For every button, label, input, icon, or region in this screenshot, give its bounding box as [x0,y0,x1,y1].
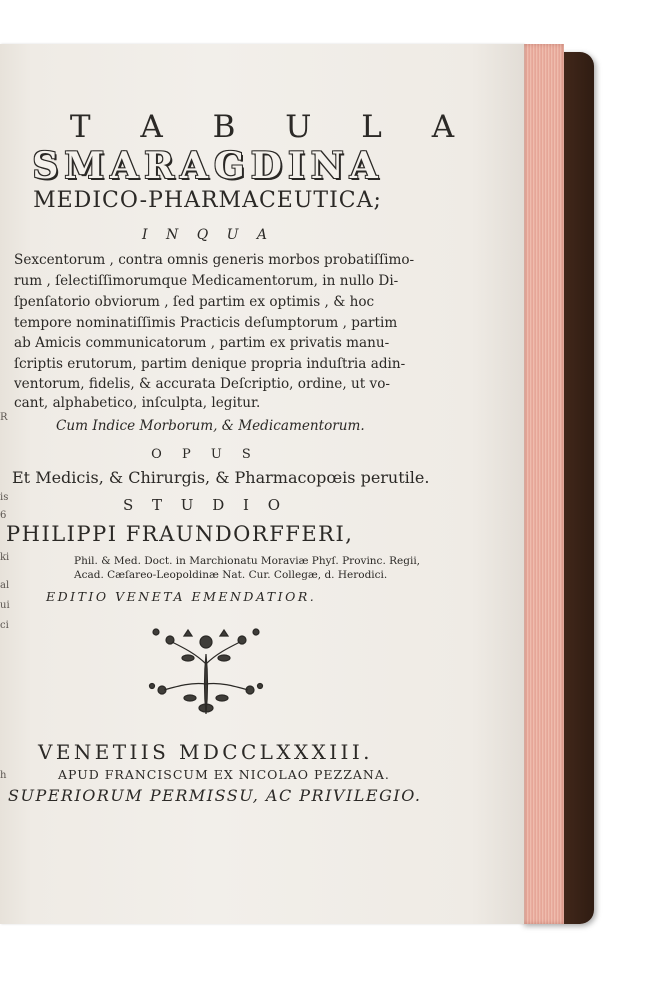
title-line-3: MEDICO-PHARMACEUTICA; [33,188,382,213]
fragment: ki [0,552,10,563]
fragment: ci [0,620,9,631]
description-line: ventorum, fidelis, & accurata Deſcriptio, ordine, ut vo- [14,376,390,392]
author-name: PHILIPPI FRAUNDORFFERI, [6,522,354,546]
fragment: is [0,492,9,503]
fragment: 6 [0,510,7,521]
in-qua-line: I N Q U A [142,227,274,243]
description-line: ſpenſatorio obviorum , ſed partim ex optimis , & hoc [14,294,375,310]
facing-page-fragments [0,180,14,800]
description-line: rum , ſelectiſſimorumque Medicamentorum, in nullo Di- [14,273,399,289]
description-line: ſcriptis erutorum, partim denique propria induſtria adin- [14,356,406,372]
description-line: cant, alphabetico, inſculpta, legitur. [14,395,261,411]
imprint-place-date: VENETIIS MDCCLXXXIII. [38,740,373,764]
author-credentials-line: Acad. Cæſareo-Leopoldinæ Nat. Cur. Collegæ, d. Herodici. [74,569,388,581]
description-line: Sexcentorum , contra omnis generis morbos probatiſſimo- [14,252,415,268]
red-page-edges [518,44,564,924]
description-line: tempore nominatiſſimis Practicis deſumptorum , partim [14,315,398,331]
edition-line: EDITIO VENETA EMENDATIOR. [46,589,317,604]
fragment: al [0,580,10,591]
audience-line: Et Medicis, & Chirurgis, & Pharmacopœis perutile. [12,468,430,487]
fragment: h [0,770,7,781]
imprint-printer: APUD FRANCISCUM EX NICOLAO PEZZANA. [58,767,390,782]
floral-ornament-icon [144,624,268,716]
title-line-2: SMARAGDINA [32,145,384,187]
opus-line: O P U S [151,447,259,462]
studio-line: S T U D I O [122,496,287,514]
author-credentials-line: Phil. & Med. Doct. in Marchionatu Moraviæ Phyſ. Provinc. Regii, [74,555,421,567]
title-line-1: T A B U L A [69,109,475,145]
fragment: ui [0,600,10,611]
imprint-privilege: SUPERIORUM PERMISSU, AC PRIVILEGIO. [8,786,422,805]
fragment: R [0,412,8,423]
index-line: Cum Indice Morborum, & Medicamentorum. [56,418,365,434]
description-line: ab Amicis communicatorum , partim ex privatis manu- [14,335,390,351]
